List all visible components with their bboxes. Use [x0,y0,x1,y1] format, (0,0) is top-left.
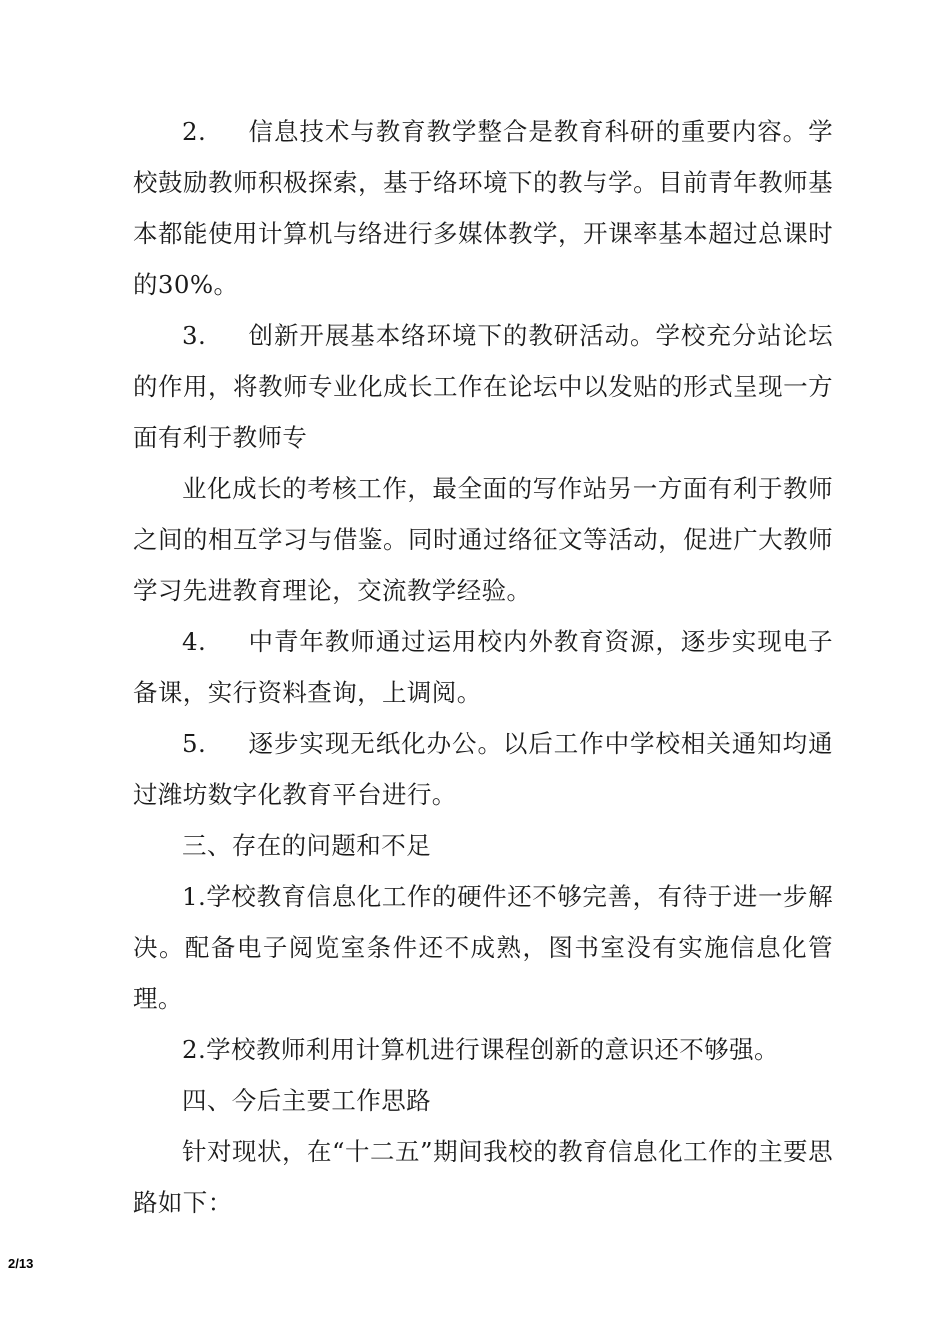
paragraph-item-5 [133,718,833,820]
paragraph-number: 4. [182,627,207,656]
document-body [133,106,833,1228]
paragraph-text: 业化成长的考核工作，最全面的写作站另一方面有利于教师之间的相互学习与借鉴。同时通过络征文等活动，促进广大教师学习先进教育理论，交流教学经验。 [133,474,833,605]
paragraph-number: 3. [182,321,207,350]
heading-text: 四、今后主要工作思路 [182,1086,431,1115]
paragraph-text: 中青年教师通过运用校内外教育资源，逐步实现电子备课，实行资料查询，上调阅。 [133,627,833,707]
future-intro-paragraph [133,1126,833,1228]
paragraph-item-4 [133,616,833,718]
paragraph-text: 2.学校教师利用计算机进行课程创新的意识还不够强。 [182,1035,779,1064]
paragraph-number: 5. [182,729,207,758]
problem-item-2 [133,1024,833,1075]
paragraph-item-3 [133,310,833,463]
paragraph-text: 信息技术与教育教学整合是教育科研的重要内容。学校鼓励教师积极探索，基于络环境下的教与学。目前青年教师基本都能使用计算机与络进行多媒体教学，开课率基本超过总课时的30%。 [133,117,833,299]
paragraph-text: 创新开展基本络环境下的教研活动。学校充分站论坛的作用，将教师专业化成长工作在论坛中以发贴的形式呈现一方面有利于教师专 [133,321,833,452]
heading-text: 三、存在的问题和不足 [182,831,431,860]
page-number: 2/13 [8,1256,34,1271]
paragraph-text: 逐步实现无纸化办公。以后工作中学校相关通知均通过潍坊数字化教育平台进行。 [133,729,833,809]
paragraph-number: 2. [182,117,207,146]
paragraph-continuation [133,463,833,616]
paragraph-text: 1.学校教育信息化工作的硬件还不够完善，有待于进一步解决。配备电子阅览室条件还不成熟，图书室没有实施信息化管理。 [133,882,833,1013]
problem-item-1 [133,871,833,1024]
section-heading-problems [133,820,833,871]
section-heading-future [133,1075,833,1126]
paragraph-text: 针对现状，在“十二五”期间我校的教育信息化工作的主要思路如下： [133,1137,833,1217]
paragraph-item-2 [133,106,833,310]
